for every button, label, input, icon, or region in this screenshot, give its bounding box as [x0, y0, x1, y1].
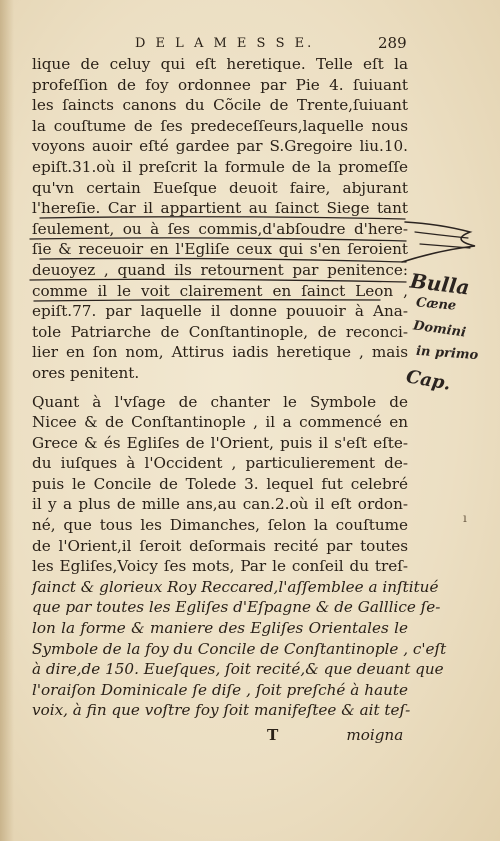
margin-note: Bulla	[408, 268, 471, 300]
quoted-line: que par toutes les Egliſes d'Eſpagne & de Galllice ſe-	[32, 598, 441, 617]
running-head: D E L A M E S S E.	[135, 36, 315, 51]
text-line: ores penitent.	[32, 363, 140, 382]
text-line: ſie & receuoir en l'Egliſe ceux qui s'en ſeroient	[32, 240, 408, 259]
text-line: du iuſques à l'Occident , particulierement de-	[32, 454, 408, 473]
quoted-line: l'oraiſon Dominicale ſe diſe , ſoit preſché à haute	[32, 680, 408, 699]
margin-note: Cæne	[415, 295, 457, 314]
text-line: il y a plus de mille ans,au can.2.où il eſt ordon-	[32, 495, 408, 514]
bracket-mark	[402, 222, 475, 262]
quoted-line: Symbole de la foy du Concile de Conſtantinople , c'eſt	[32, 639, 447, 658]
page-gutter-shadow	[0, 0, 14, 841]
text-line: de l'Orient,il ſeroit deſormais recité par toutes	[32, 536, 408, 555]
text-line: voyons auoir eſté gardee par S.Gregoire liu.10.	[32, 137, 408, 156]
text-line: les ſaincts canons du Cõcile de Trente,ſuiuant	[32, 96, 408, 115]
text-line: Grece & és Egliſes de l'Orient, puis il s'eſt eſte-	[32, 433, 408, 452]
text-line: les Egliſes,Voicy ſes mots, Par le conſeil du treſ-	[32, 557, 408, 576]
page-number: 289	[378, 34, 407, 52]
quoted-line: lon la forme & maniere des Egliſes Orientales le	[32, 619, 408, 638]
margin-note: Domini	[412, 318, 467, 341]
margin-note: in primo	[415, 343, 479, 364]
text-line: profeſſion de foy ordonnee par Pie 4. ſuiuant	[32, 75, 408, 94]
text-line: deuoyez , quand ils retournent par penitence:	[32, 260, 408, 279]
text-line: ſeulement, ou à ſes commis,d'abſoudre d'here-	[32, 219, 408, 238]
quoted-line: voix, à fin que voſtre foy ſoit manifeſtee & ait teſ-	[32, 701, 411, 720]
text-line: comme il le voit clairement en ſainct Leon ,	[32, 281, 408, 300]
text-line: la couſtume de ſes predeceſſeurs,laquelle nous	[32, 116, 408, 135]
margin-mark: ı	[463, 511, 467, 525]
text-line: l'hereſie. Car il appartient au ſainct Siege tant	[32, 199, 408, 218]
signature-line	[32, 725, 408, 746]
quoted-line: ſainct & glorieux Roy Reccared,l'aſſemblee a inſtitué	[32, 577, 439, 596]
paragraph-start-line: Quant à l'vſage de chanter le Symbole de	[32, 392, 408, 411]
text-line: Nicee & de Conſtantinople , il a commencé en	[32, 413, 408, 432]
quoted-line: à dire,de 150. Eueſques, ſoit recité,& que deuant que	[32, 660, 444, 679]
text-line: epiſt.77. par laquelle il donne pouuoir à Ana-	[32, 302, 408, 321]
text-line: lier en ſon nom, Attirus iadis heretique , mais	[32, 343, 408, 362]
text-line: lique de celuy qui eſt heretique. Telle eſt la	[32, 55, 408, 73]
bracket-mark	[415, 232, 470, 248]
text-line: tole Patriarche de Conſtantinople, de reconci-	[32, 322, 408, 341]
text-line: né, que tous les Dimanches, ſelon la couſtume	[32, 516, 408, 535]
signature-mark: T	[267, 726, 279, 744]
text-line: puis le Concile de Tolede 3. lequel fut celebré	[32, 474, 408, 493]
text-line: epiſt.31.où il preſcrit la formule de la promeſſe	[32, 157, 408, 176]
margin-note: Cap.	[404, 366, 453, 395]
catchword: moigna	[346, 726, 404, 744]
text-line: qu'vn certain Eueſque deuoit faire, abjurant	[32, 178, 408, 197]
